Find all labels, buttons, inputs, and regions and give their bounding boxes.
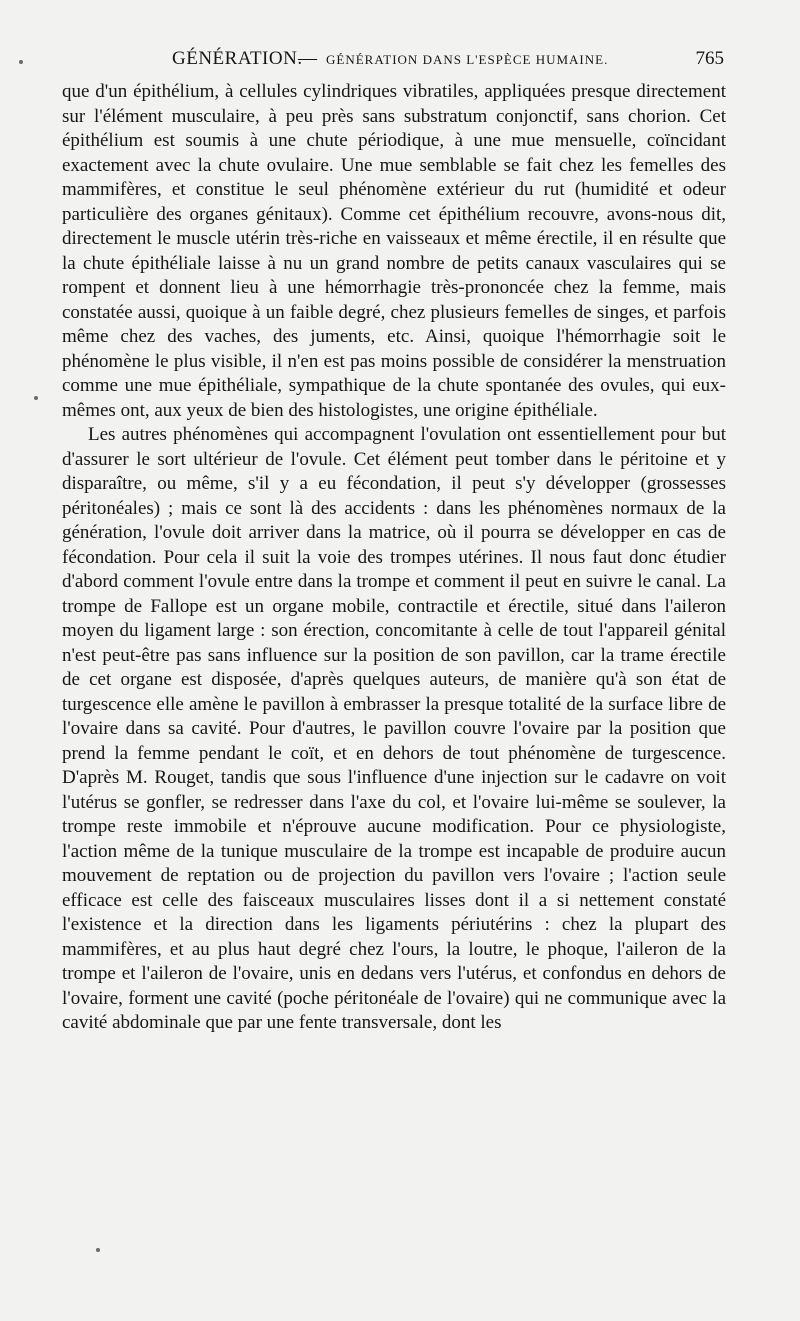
scan-speck — [96, 1248, 100, 1252]
running-header — [64, 44, 724, 74]
scan-speck — [19, 60, 23, 64]
page-number: 765 — [695, 48, 724, 69]
header-separator: — — [298, 48, 317, 69]
header-title: GÉNÉRATION. — [172, 48, 303, 69]
paragraph-2: Les autres phénomènes qui accompagnent l'ovulation ont essentiellement pour but d'assurer le sort ultérieur de l'ovule. Cet élément peut tomber dans le péritoine et y disparaître, ou même, s'il y a eu fécondation, il peut s'y développer (grossesses péritonéales) ; mais ce sont là des accidents : dans les phénomènes normaux de la génération, l'ovule doit arriver dans la matrice, où il pourra se développer en cas de fécondation. Pour cela il suit la voie des trompes utérines. Il nous faut donc étudier d'abord comment l'ovule entre dans la trompe et comment il peut en suivre le canal. La trompe de Fallope est un organe mobile, contractile et érectile, situé dans l'aileron moyen du ligament large : son érection, concomitante à celle de tout l'appareil génital n'est peut-être pas sans influence sur la position de son pavillon, car la trame érectile de cet organe est disposée, d'après quelques auteurs, de manière qu'à son état de turgescence elle amène le pavillon à embrasser la presque totalité de la surface libre de l'ovaire dans sa cavité. Pour d'autres, le pavillon couvre l'ovaire par la position que prend la femme pendant le coït, et en dehors de tout phénomène de turgescence. D'après M. Rouget, tandis que sous l'influence d'une injection sur le cadavre on voit l'utérus se gonfler, se redresser dans l'axe du col, et l'ovaire lui-même se soulever, la trompe reste immobile et n'éprouve aucune modification. Pour ce physiologiste, l'action même de la tunique musculaire de la trompe est incapable de produire aucun mouvement de reptation ou de projection du pavillon vers l'ovaire ; l'action seule efficace est celle des faisceaux musculaires lisses dont il a si nettement constaté l'existence et la direction dans les ligaments périutérins : chez la plupart des mammifères, et au plus haut degré chez l'ours, la loutre, le phoque, l'aileron de la trompe et l'aileron de l'ovaire, unis en dedans vers l'utérus, et confondus en dehors de l'ovaire, forment une cavité (poche péritonéale de l'ovaire) qui ne communique avec la cavité abdominale que par une fente transversale, dont les — [62, 424, 726, 1033]
body-text — [62, 80, 726, 1036]
paragraph-1: que d'un épithélium, à cellules cylindriques vibratiles, appliquées presque directement sur l'élément musculaire, à peu près sans substratum conjonctif, sans chorion. Cet épithélium est soumis à une chute périodique, à une mue mensuelle, coïncidant exactement avec la chute ovulaire. Une mue semblable se fait chez les femelles des mammifères, et constitue le seul phénomène extérieur du rut (humidité et odeur particulière des organes génitaux). Comme cet épithélium recouvre, avons-nous dit, directement le muscle utérin très-riche en vaisseaux et même érectile, il en résulte que la chute épithéliale laisse à nu un grand nombre de petits canaux vasculaires qui se rompent et donnent lieu à une hémorrhagie très-prononcée chez la femme, mais constatée aussi, quoique à un faible degré, chez plusieurs femelles de singes, et parfois même chez des vaches, des juments, etc. Ainsi, quoique l'hémorrhagie soit le phénomène le plus visible, il n'en est pas moins possible de considérer la menstruation comme une mue épithéliale, sympathique de la chute spontanée des ovules, qui eux-mêmes ont, aux yeux de bien des histologistes, une origine épithéliale. — [62, 81, 726, 421]
header-subtitle: GÉNÉRATION DANS L'ESPÈCE HUMAINE. — [326, 52, 609, 67]
scan-speck — [34, 396, 38, 400]
